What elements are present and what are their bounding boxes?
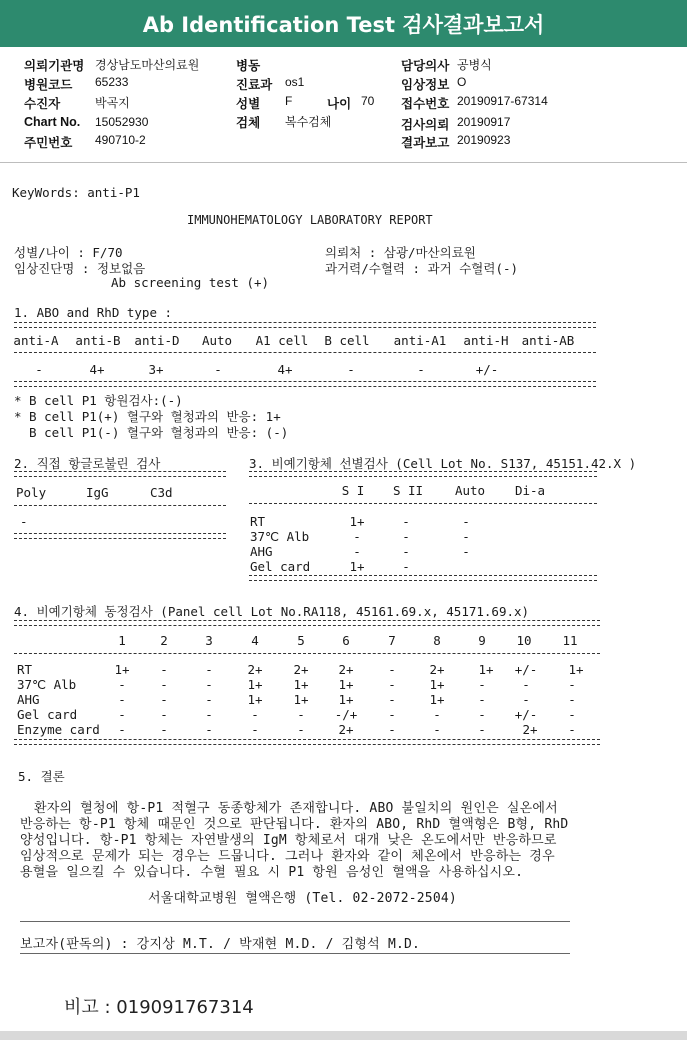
screen-header-dia: Di-a	[514, 483, 546, 498]
panel-cell: -	[433, 707, 441, 722]
panel-header-cell: 3	[205, 633, 213, 648]
screen-cell: -	[402, 544, 410, 559]
panel-cell: -	[388, 707, 396, 722]
panel-cell: 1+	[247, 692, 263, 707]
panel-cell: -	[205, 692, 213, 707]
panel-row-label: Enzyme card	[17, 722, 100, 737]
panel-cell: 1+	[293, 677, 309, 692]
header-value-patient: 박곡지	[95, 96, 130, 110]
panel-header-cell: 8	[433, 633, 441, 648]
panel-cell: -	[118, 722, 126, 737]
header-label-sex: 성별	[236, 97, 261, 111]
panel-cell: 1+	[338, 677, 354, 692]
header-label-patient: 수진자	[24, 97, 61, 111]
table-rule	[14, 322, 596, 328]
panel-cell: -	[478, 722, 486, 737]
screen-row-label: RT	[250, 514, 266, 529]
abo-header-b-cell: B cell	[324, 333, 370, 348]
screen-cell: -	[462, 529, 470, 544]
abo-value-auto: -	[214, 362, 222, 377]
abo-value-a1-cell: 4+	[277, 362, 293, 377]
report-title: IMMUNOHEMATOLOGY LABORATORY REPORT	[187, 213, 433, 227]
panel-cell: -	[568, 692, 576, 707]
conclusion-line: 임상적으로 문제가 되는 경우는 드뭅니다. 그러나 환자와 같이 체온에서 반응하는 경우	[20, 849, 555, 864]
panel-cell: -	[388, 692, 396, 707]
panel-cell: -	[522, 692, 530, 707]
report-title-banner: Ab Identification Test 검사결과보고서	[0, 0, 687, 47]
header-label-institution: 의뢰기관명	[24, 59, 85, 73]
remark-value: 019091767314	[116, 997, 254, 1018]
table-rule	[14, 653, 600, 654]
panel-cell: -	[388, 662, 396, 677]
abo-header-anti-b: anti-B	[75, 333, 121, 348]
conclusion-line: 반응하는 항-P1 항체 때문인 것으로 판단됩니다. 환자의 ABO, RhD 혈액형은 B형, RhD	[20, 817, 569, 832]
panel-cell: -	[205, 722, 213, 737]
panel-cell: -	[433, 722, 441, 737]
panel-cell: 1+	[114, 662, 130, 677]
panel-cell: 2+	[293, 662, 309, 677]
screen-cell: 1+	[349, 514, 365, 529]
abo-header-auto: Auto	[201, 333, 233, 348]
blood-bank-contact: 서울대학교병원 혈액은행 (Tel. 02-2072-2504)	[148, 891, 457, 906]
signature-rule	[20, 921, 570, 922]
remark-label: 비고 :	[64, 997, 111, 1018]
header-value-sex: F	[285, 94, 293, 108]
panel-header-cell: 6	[342, 633, 350, 648]
header-value-resident-no: 490710-2	[95, 133, 146, 147]
header-label-ward: 병동	[236, 59, 261, 73]
header-value-doctor: 공병식	[457, 58, 492, 72]
panel-cell: -	[478, 692, 486, 707]
conclusion-line: 용혈을 일으킬 수 있습니다. 수혈 필요 시 P1 항원 음성인 혈액을 사용하십시오.	[20, 865, 524, 880]
table-rule	[249, 575, 597, 581]
panel-cell: -	[160, 692, 168, 707]
abo-note: * B cell P1(+) 혈구와 혈청과의 반응: 1+	[14, 409, 281, 424]
header-label-specimen: 검체	[236, 116, 261, 130]
panel-cell: 1+	[338, 692, 354, 707]
abo-value-anti-h: +/-	[475, 362, 499, 377]
panel-header-cell: 9	[478, 633, 486, 648]
table-rule	[14, 471, 226, 477]
table-rule	[249, 503, 597, 504]
abo-header-anti-a: anti-A	[13, 333, 59, 348]
panel-cell: 2+	[338, 662, 354, 677]
header-value-specimen: 복수검체	[285, 115, 332, 129]
header-label-hospital-code: 병원코드	[24, 78, 73, 92]
abo-value-anti-a: -	[35, 362, 43, 377]
panel-cell: -	[160, 662, 168, 677]
panel-cell: -	[251, 707, 259, 722]
screen-row-label: Gel card	[250, 559, 311, 574]
reporters: 보고자(판독의) : 강지상 M.T. / 박재현 M.D. / 김형석 M.D.	[20, 937, 421, 952]
dat-value-poly: -	[20, 514, 28, 529]
panel-cell: -	[205, 707, 213, 722]
header-value-clinical-info: O	[457, 75, 467, 89]
panel-cell: 1+	[429, 692, 445, 707]
panel-row-label: Gel card	[17, 707, 78, 722]
panel-cell: 2+	[429, 662, 445, 677]
remark	[64, 993, 254, 1019]
header-divider	[0, 162, 687, 163]
panel-cell: +/-	[514, 707, 538, 722]
panel-header-cell: 7	[388, 633, 396, 648]
header-value-receipt-no: 20190917-67314	[457, 94, 548, 108]
header-label-doctor: 담당의사	[401, 59, 450, 73]
header-label-clinical-info: 임상정보	[401, 78, 450, 92]
panel-header-cell: 5	[297, 633, 305, 648]
screen-cell: 1+	[349, 559, 365, 574]
patient-sex-age: 성별/나이 : F/70	[14, 245, 123, 260]
panel-cell: 1+	[478, 662, 494, 677]
header-label-resident-no: 주민번호	[24, 136, 73, 150]
header-label-age: 나이	[327, 97, 352, 111]
abo-value-b-cell: -	[347, 362, 355, 377]
header-value-institution: 경상남도마산의료원	[95, 58, 200, 72]
table-rule	[14, 381, 596, 387]
panel-cell: -	[522, 677, 530, 692]
conclusion-line: 양성입니다. 항-P1 항체는 자연발생의 IgM 항체로서 대개 낮은 온도에서만 반응하므로	[20, 833, 557, 848]
table-rule	[14, 352, 596, 353]
bottom-strip	[0, 1031, 687, 1040]
section-screen-heading: 3. 비예기항체 선별검사 (Cell Lot No. S137, 45151.42.X )	[249, 456, 637, 471]
panel-row-label: RT	[17, 662, 33, 677]
panel-cell: -	[160, 707, 168, 722]
screen-header-sii: S II	[392, 483, 424, 498]
panel-cell: -	[568, 707, 576, 722]
header-value-hospital-code: 65233	[95, 75, 129, 89]
dat-header-c3d: C3d	[150, 485, 173, 500]
panel-cell: -	[205, 677, 213, 692]
panel-header-cell: 2	[160, 633, 168, 648]
panel-row-label: 37℃ Alb	[17, 677, 77, 692]
abo-value-anti-b: 4+	[89, 362, 105, 377]
panel-header-cell: 11	[562, 633, 578, 648]
section-panel-heading: 4. 비예기항체 동정검사 (Panel cell Lot No.RA118, 45161.69.x, 45171.69.x)	[14, 604, 530, 619]
panel-header-cell: 4	[251, 633, 259, 648]
panel-row-label: AHG	[17, 692, 40, 707]
header-value-chart-no: 15052930	[95, 115, 149, 129]
screen-header-auto: Auto	[454, 483, 486, 498]
screen-cell: -	[462, 544, 470, 559]
abo-header-anti-a1: anti-A1	[393, 333, 447, 348]
panel-header-cell: 10	[516, 633, 532, 648]
abo-value-anti-a1: -	[417, 362, 425, 377]
table-rule	[14, 533, 226, 539]
screen-cell: -	[353, 544, 361, 559]
screen-cell: -	[462, 514, 470, 529]
header-value-department: os1	[285, 75, 305, 89]
transfusion-history: 과거력/수혈력 : 과거 수혈력(-)	[325, 261, 519, 276]
section-conclusion-heading: 5. 결론	[18, 769, 65, 784]
panel-cell: -	[251, 722, 259, 737]
abo-value-anti-d: 3+	[148, 362, 164, 377]
panel-cell: 2+	[338, 722, 354, 737]
abo-note: B cell P1(-) 혈구와 혈청과의 반응: (-)	[14, 425, 289, 440]
abo-header-anti-ab: anti-AB	[521, 333, 575, 348]
screen-cell: -	[402, 559, 410, 574]
panel-cell: -/+	[334, 707, 358, 722]
section-abo-heading: 1. ABO and RhD type :	[14, 305, 173, 320]
panel-cell: -	[205, 662, 213, 677]
panel-cell: -	[478, 707, 486, 722]
panel-cell: +/-	[514, 662, 538, 677]
signature-rule	[20, 953, 570, 954]
dat-header-poly: Poly	[16, 485, 47, 500]
table-rule	[14, 620, 600, 626]
header-value-report-date: 20190923	[457, 133, 511, 147]
header-label-department: 진료과	[236, 78, 273, 92]
abo-note: * B cell P1 항원검사:(-)	[14, 393, 183, 408]
screen-cell: -	[402, 514, 410, 529]
screen-header-si: S I	[341, 483, 365, 498]
abo-header-anti-d: anti-D	[134, 333, 180, 348]
screen-cell: -	[353, 529, 361, 544]
header-label-report-date: 결과보고	[401, 136, 450, 150]
referring-institution: 의뢰처 : 삼광/마산의료원	[325, 245, 476, 260]
panel-cell: -	[160, 722, 168, 737]
lab-report	[0, 166, 687, 1032]
table-rule	[14, 739, 600, 745]
panel-cell: 1+	[568, 662, 584, 677]
panel-cell: 1+	[247, 677, 263, 692]
panel-header-cell: 1	[118, 633, 126, 648]
clinical-diagnosis: 임상진단명 : 정보없음	[14, 261, 146, 276]
panel-cell: 2+	[522, 722, 538, 737]
table-rule	[249, 471, 597, 477]
panel-cell: -	[118, 692, 126, 707]
header-value-age: 70	[361, 94, 375, 108]
section-dat-heading: 2. 직접 항글로불린 검사	[14, 456, 161, 471]
panel-cell: -	[118, 677, 126, 692]
screen-row-label: AHG	[250, 544, 273, 559]
abo-header-anti-h: anti-H	[463, 333, 509, 348]
panel-cell: -	[388, 722, 396, 737]
panel-cell: -	[478, 677, 486, 692]
conclusion-line: 환자의 혈청에 항-P1 적혈구 동종항체가 존재합니다. ABO 불일치의 원인은 실온에서	[34, 801, 558, 816]
report-keywords: KeyWords: anti-P1	[12, 185, 140, 200]
header-label-request-date: 검사의뢰	[401, 118, 450, 132]
panel-cell: -	[297, 707, 305, 722]
table-rule	[14, 505, 226, 506]
header-label-receipt-no: 접수번호	[401, 97, 450, 111]
abo-header-a1-cell: A1 cell	[255, 333, 309, 348]
panel-cell: 2+	[247, 662, 263, 677]
panel-cell: -	[388, 677, 396, 692]
panel-cell: 1+	[293, 692, 309, 707]
panel-cell: -	[118, 707, 126, 722]
panel-cell: -	[160, 677, 168, 692]
panel-cell: 1+	[429, 677, 445, 692]
panel-cell: -	[568, 722, 576, 737]
panel-cell: -	[297, 722, 305, 737]
panel-cell: -	[568, 677, 576, 692]
ab-screening-result: Ab screening test (+)	[111, 275, 270, 290]
dat-header-igg: IgG	[86, 485, 109, 500]
screen-row-label: 37℃ Alb	[250, 529, 310, 544]
header-value-request-date: 20190917	[457, 115, 511, 129]
screen-cell: -	[402, 529, 410, 544]
header-label-chart-no: Chart No.	[24, 115, 81, 129]
